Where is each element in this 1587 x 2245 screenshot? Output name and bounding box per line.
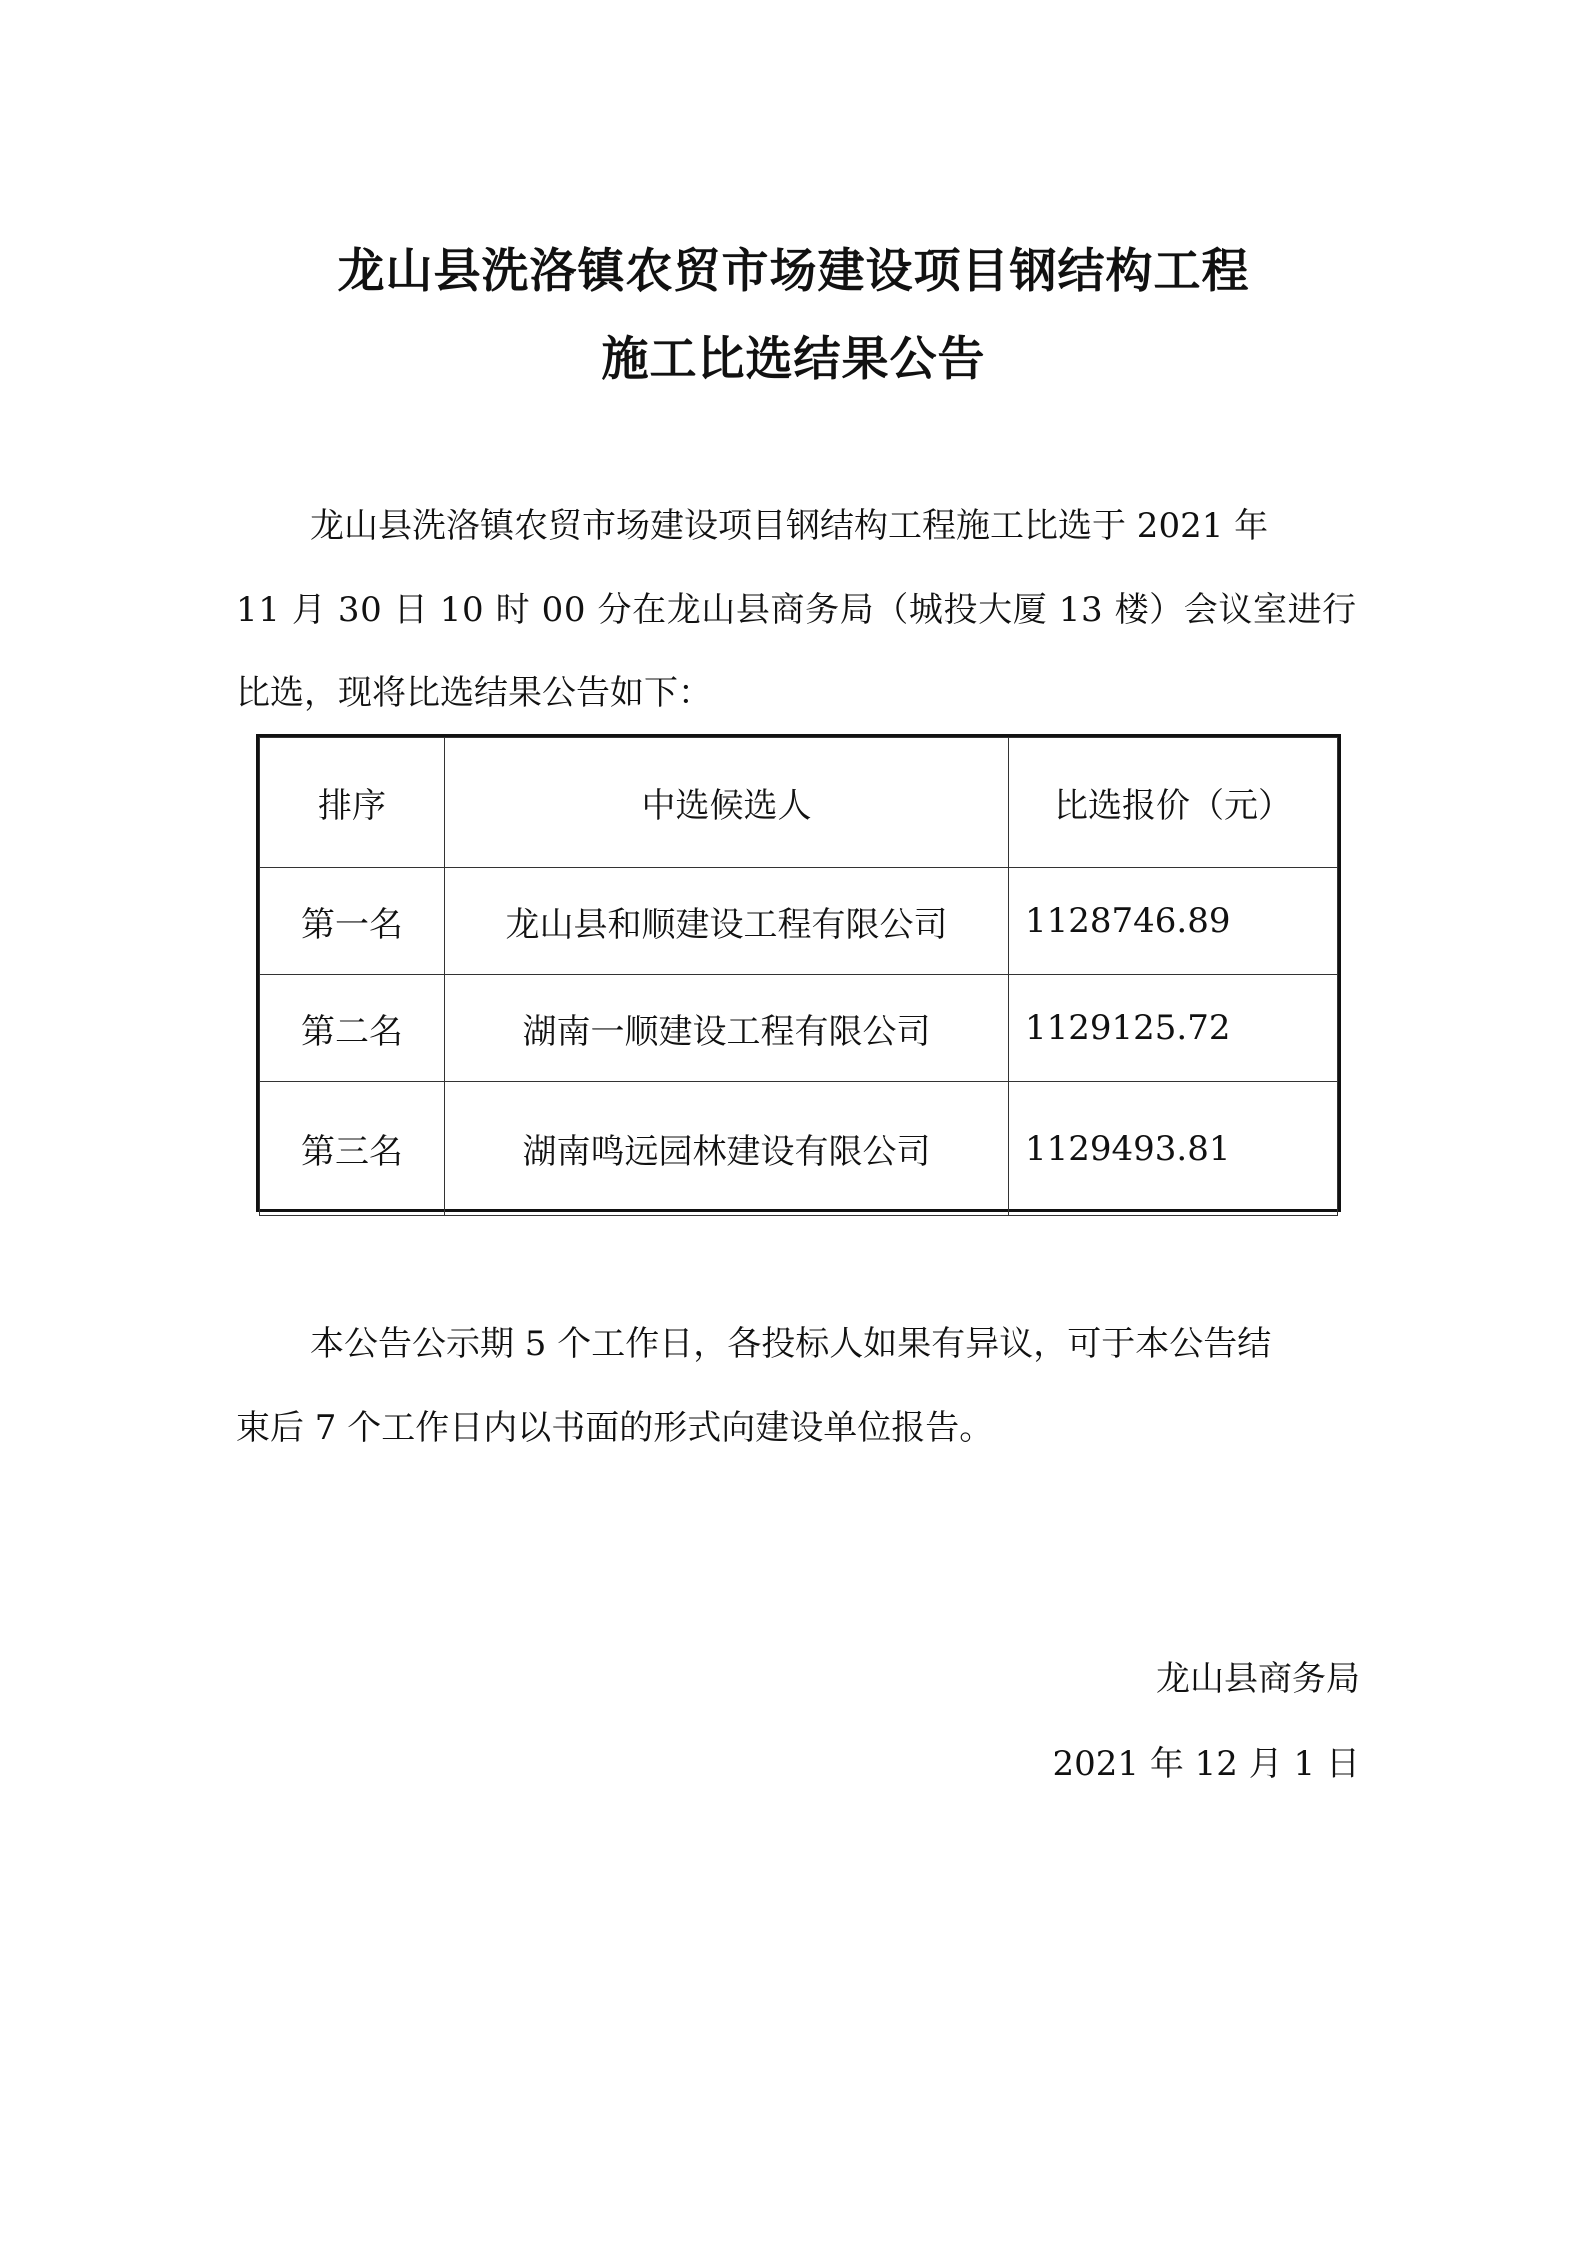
cell-price: 1129125.72	[1009, 975, 1338, 1082]
cell-candidate: 龙山县和顺建设工程有限公司	[445, 868, 1009, 975]
intro-paragraph-line-1: 龙山县洗洛镇农贸市场建设项目钢结构工程施工比选于 2021 年	[310, 506, 1269, 546]
header-rank: 排序	[260, 738, 445, 868]
cell-price: 1128746.89	[1009, 868, 1338, 975]
cell-rank: 第一名	[260, 868, 445, 975]
results-table	[256, 734, 1341, 1212]
document-title-line-1: 龙山县洗洛镇农贸市场建设项目钢结构工程	[337, 244, 1250, 299]
cell-candidate: 湖南鸣远园林建设有限公司	[445, 1082, 1009, 1216]
intro-paragraph-line-3: 比选，现将比选结果公告如下：	[236, 673, 712, 713]
cell-candidate: 湖南一顺建设工程有限公司	[445, 975, 1009, 1082]
table-row	[260, 868, 1338, 975]
notice-paragraph-line-2: 束后 7 个工作日内以书面的形式向建设单位报告。	[236, 1408, 994, 1448]
cell-rank: 第二名	[260, 975, 445, 1082]
cell-rank: 第三名	[260, 1082, 445, 1216]
notice-paragraph-line-1: 本公告公示期 5 个工作日，各投标人如果有异议，可于本公告结	[310, 1324, 1272, 1364]
header-candidate: 中选候选人	[445, 738, 1009, 868]
table-row	[260, 1082, 1338, 1216]
document-title-line-2: 施工比选结果公告	[601, 332, 986, 387]
header-price: 比选报价（元）	[1009, 738, 1338, 868]
table-header-row	[260, 738, 1338, 868]
cell-price: 1129493.81	[1009, 1082, 1338, 1216]
issue-date: 2021 年 12 月 1 日	[1052, 1744, 1360, 1784]
issuer-name: 龙山县商务局	[1156, 1659, 1360, 1699]
intro-paragraph-line-2: 11 月 30 日 10 时 00 分在龙山县商务局（城投大厦 13 楼）会议室进行	[236, 590, 1357, 630]
table-row	[260, 975, 1338, 1082]
